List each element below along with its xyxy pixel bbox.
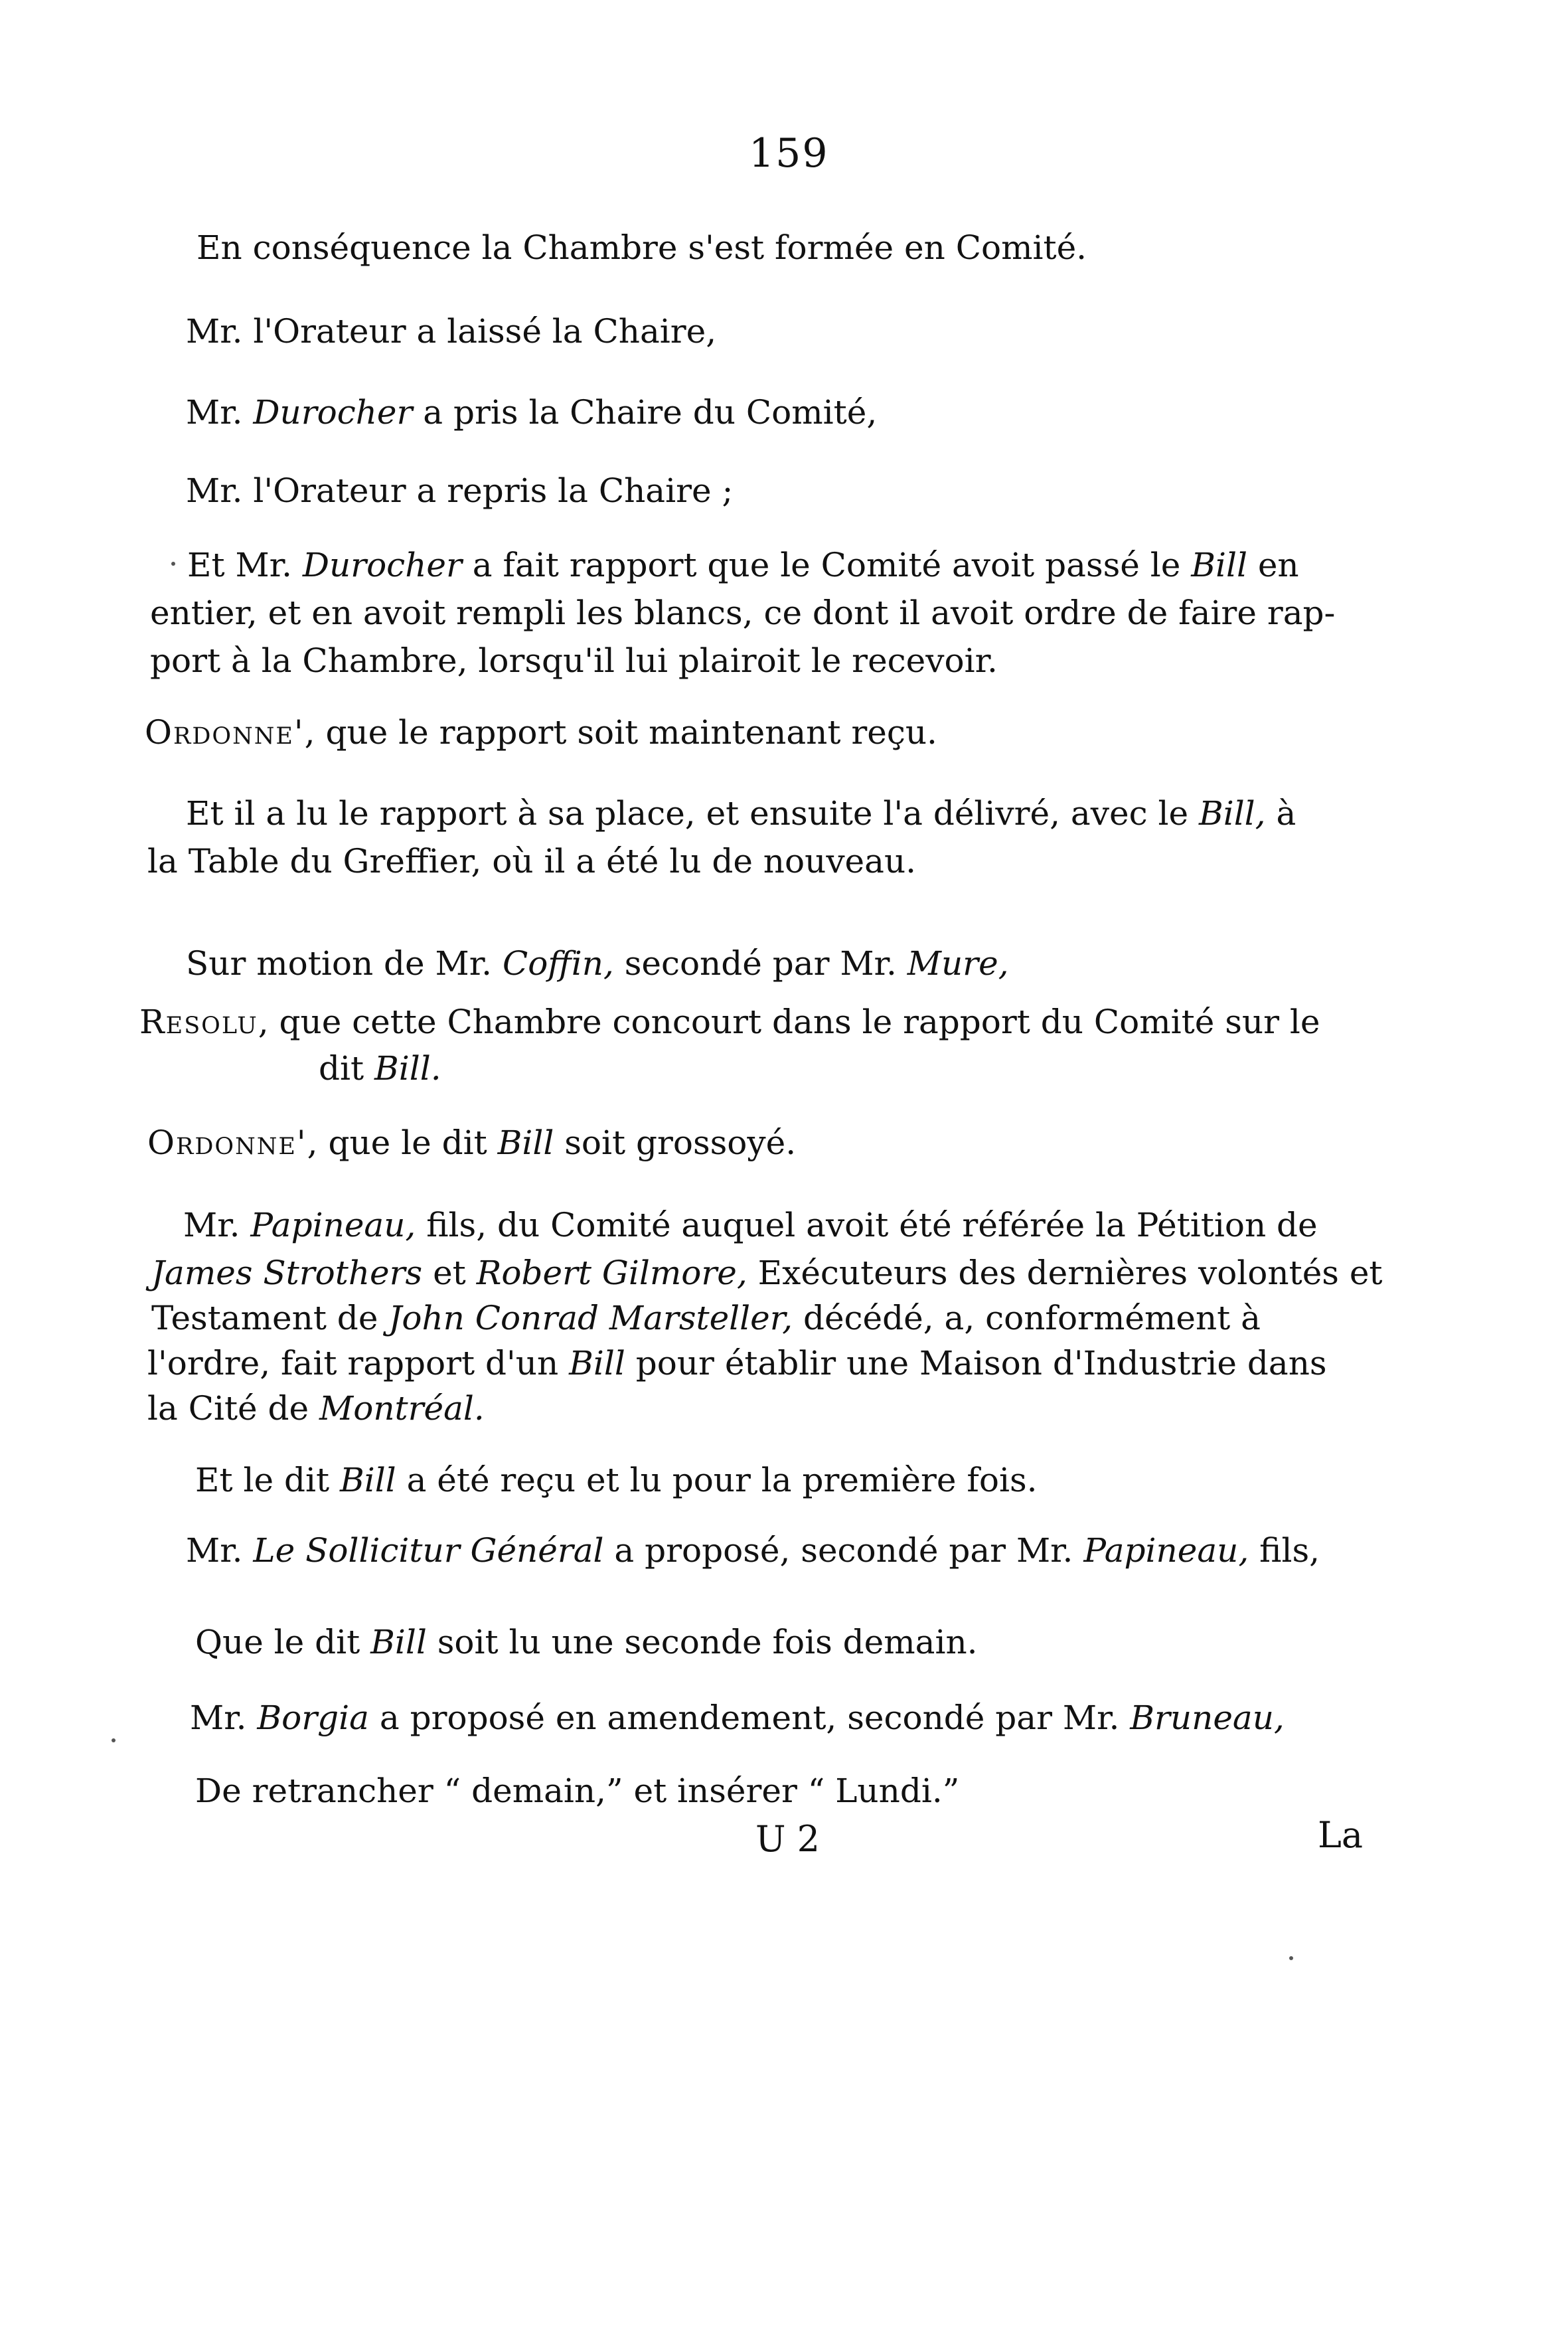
text-run: soit grossoyé.	[554, 1124, 797, 1162]
text-line	[150, 591, 1335, 635]
text-run: Bill,	[1198, 794, 1266, 833]
text-run: Mr.	[186, 393, 254, 432]
text-run: Montréal.	[319, 1389, 485, 1428]
text-run: Sur motion de Mr.	[186, 944, 503, 983]
text-run: Bill	[370, 1623, 427, 1661]
text-run: entier, et en avoit rempli les blancs, ce dont il avoit ordre de faire rap-	[150, 594, 1336, 632]
text-run: Bill	[1191, 546, 1247, 584]
text-run: Mr.	[190, 1699, 258, 1737]
text-run: Exécuteurs des dernières volontés et	[747, 1254, 1383, 1292]
text-line	[147, 1341, 1327, 1385]
text-run: en	[1247, 546, 1299, 584]
text-run: Resolu	[139, 1003, 258, 1041]
text-run: De retrancher “ demain,” et insérer “ Lundi.”	[195, 1772, 960, 1810]
text-line	[195, 1769, 959, 1813]
text-run: fils,	[1249, 1531, 1320, 1570]
text-run: , que cette Chambre concourt dans le rapport du Comité sur le	[258, 1003, 1320, 1041]
text-line	[147, 839, 916, 883]
text-line	[151, 1296, 1261, 1340]
text-run: Papineau,	[1083, 1531, 1249, 1570]
text-run: la Table du Greffier, où il a été lu de nouveau.	[147, 842, 917, 880]
text-line	[139, 1000, 1320, 1044]
text-run: Borgia	[257, 1699, 369, 1737]
text-run: Papineau,	[250, 1206, 416, 1244]
text-run: Mr.	[183, 1206, 251, 1244]
text-run: Mr. l'Orateur a repris la Chaire ;	[186, 471, 734, 510]
text-run: a pris la Chaire du Comité,	[412, 393, 878, 432]
ink-speck	[171, 562, 175, 566]
text-line	[151, 1251, 1383, 1295]
page-number: 159	[749, 130, 829, 177]
text-run: Robert Gilmore,	[476, 1254, 747, 1292]
text-run: port à la Chambre, lorsqu'il lui plairoit le recevoir.	[150, 641, 998, 680]
text-run: , que le rapport soit maintenant reçu.	[304, 713, 937, 752]
text-run: Mr. l'Orateur a laissé la Chaire,	[186, 312, 717, 351]
text-line	[195, 1458, 1038, 1502]
text-run: , que le dit	[307, 1124, 498, 1162]
text-run: Bill	[339, 1461, 396, 1499]
text-line	[187, 543, 1299, 587]
text-run: Bill	[569, 1344, 625, 1382]
text-line	[186, 1529, 1320, 1572]
text-run: a fait rapport que le Comité avoit passé le	[461, 546, 1192, 584]
text-line	[186, 791, 1296, 835]
text-line	[183, 1203, 1318, 1247]
text-run: a été reçu et lu pour la première fois.	[396, 1461, 1038, 1499]
ink-speck	[112, 1738, 116, 1742]
text-run: l'ordre, fait rapport d'un	[147, 1344, 570, 1382]
text-run: Ordonne'	[145, 713, 305, 752]
text-line	[319, 1046, 441, 1090]
text-run: pour établir une Maison d'Industrie dans	[625, 1344, 1327, 1382]
text-run: Coffin,	[502, 944, 614, 983]
text-run: et	[422, 1254, 477, 1292]
text-run: a proposé, secondé par Mr.	[603, 1531, 1084, 1570]
text-line	[190, 1696, 1285, 1740]
text-run: a proposé en amendement, secondé par Mr.	[368, 1699, 1131, 1737]
text-run: fils, du Comité auquel avoit été référée la Pétition de	[416, 1206, 1318, 1244]
text-run: dit	[319, 1049, 374, 1088]
text-run: secondé par Mr.	[613, 944, 907, 983]
text-run: Mr.	[186, 1531, 254, 1570]
text-run: Durocher	[253, 393, 413, 432]
text-run: James Strothers	[151, 1254, 423, 1292]
text-run: décédé, a, conformément à	[793, 1299, 1261, 1337]
text-run: Bill.	[374, 1049, 441, 1088]
text-run: Ordonne'	[147, 1124, 307, 1162]
text-run: Bruneau,	[1130, 1699, 1285, 1737]
text-run: En conséquence la Chambre s'est formée en Comité.	[196, 228, 1087, 267]
ink-speck	[1289, 1956, 1293, 1960]
text-run: Et il a lu le rapport à sa place, et ensuite l'a délivré, avec le	[186, 794, 1199, 833]
text-line	[145, 710, 937, 754]
text-line	[147, 1386, 485, 1430]
text-line	[186, 390, 877, 434]
text-line	[195, 1620, 978, 1664]
text-run: Et le dit	[195, 1461, 340, 1499]
text-run: Durocher	[302, 546, 462, 584]
text-line	[186, 309, 716, 353]
signature-mark: U 2	[755, 1818, 821, 1860]
text-line	[147, 1121, 796, 1165]
text-run: Bill	[497, 1124, 554, 1162]
text-run: Le Sollicitur Général	[253, 1531, 604, 1570]
text-line	[196, 226, 1087, 270]
catchword: La	[1318, 1814, 1364, 1856]
text-run: Que le dit	[195, 1623, 371, 1661]
text-run: la Cité de	[147, 1389, 320, 1428]
text-run: à	[1265, 794, 1296, 833]
text-run: Testament de	[151, 1299, 389, 1337]
text-line	[186, 469, 733, 513]
text-run: Mure,	[907, 944, 1009, 983]
text-run: Et Mr.	[187, 546, 303, 584]
text-run: John Conrad Marsteller,	[388, 1299, 793, 1337]
text-line	[186, 942, 1009, 985]
text-line	[150, 639, 998, 683]
text-run: soit lu une seconde fois demain.	[426, 1623, 978, 1661]
